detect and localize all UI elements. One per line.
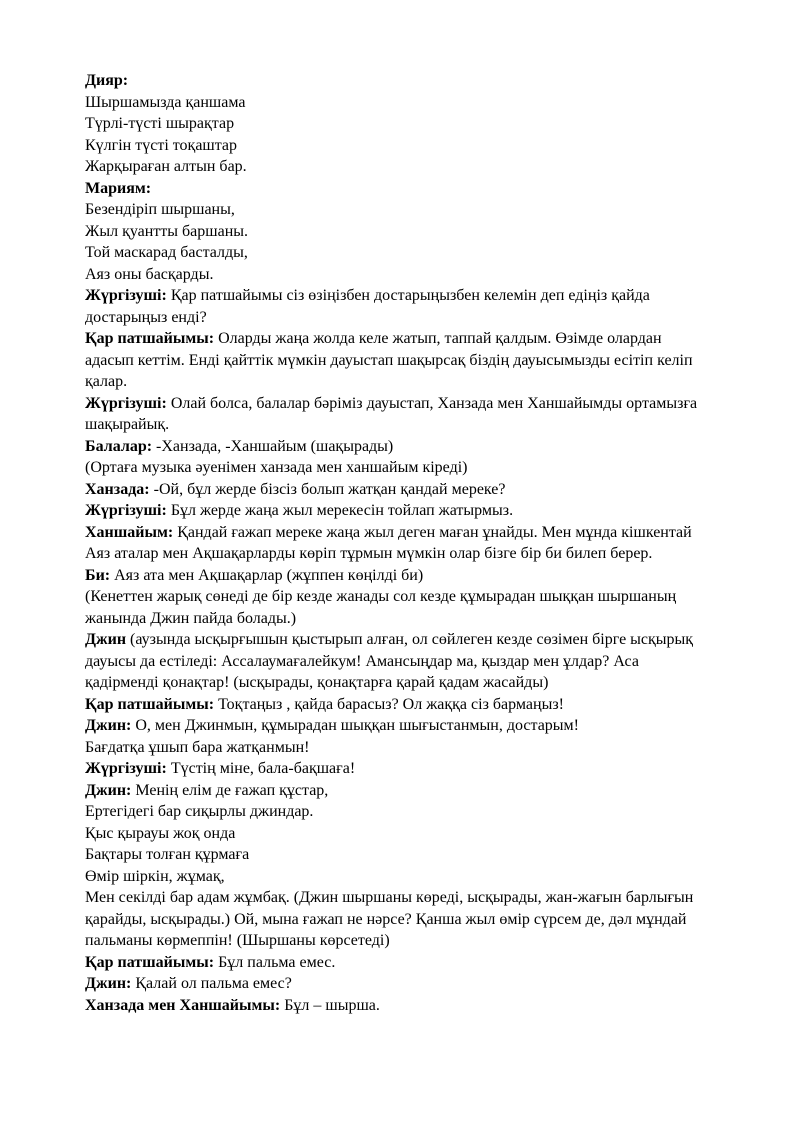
speaker-label: Жүргізуші: xyxy=(85,760,167,777)
speaker-label: Қар патшайымы: xyxy=(85,695,215,713)
script-text xyxy=(85,70,711,1016)
speaker-label: Жүргізуші: xyxy=(85,394,167,412)
dialogue-text: Қыс қырауы жоқ онда xyxy=(85,824,236,842)
speaker-label: Жүргізуші: xyxy=(85,502,167,519)
paragraph xyxy=(85,694,711,716)
paragraph xyxy=(85,393,711,436)
paragraph xyxy=(85,887,711,952)
dialogue-text: Мен секілді бар адам жұмбақ. (Джин шыршаны көреді, ысқырады, жан-жағын барлығын қарайды, ысқырады.) Ой, мына ғажап не нәрсе? Қанша жыл өмір сүрсем де, дәл мұндай пальманы көрмеппін! (Шыршаны көрсетеді) xyxy=(85,889,694,949)
dialogue-text: Жыл қуантты баршаны. xyxy=(85,222,249,240)
dialogue-text: (Ортаға музыка әуенімен ханзада мен ханшайым кіреді) xyxy=(85,459,468,476)
dialogue-text: Той маскарад басталды, xyxy=(85,244,248,261)
speaker-label: Би: xyxy=(85,566,111,584)
paragraph xyxy=(85,178,711,200)
paragraph xyxy=(85,242,711,264)
paragraph xyxy=(85,199,711,221)
dialogue-text: Тоқтаңыз , қайда барасыз? Ол жаққа сіз бармаңыз! xyxy=(214,695,564,713)
paragraph xyxy=(85,221,711,243)
speaker-label: Джин: xyxy=(85,717,132,734)
speaker-label: Қар патшайымы: xyxy=(85,330,215,347)
speaker-label: Ханзада: xyxy=(85,480,150,498)
dialogue-text: Бұл жерде жаңа жыл мерекесін тойлап жатырмыз. xyxy=(166,502,514,519)
paragraph xyxy=(85,436,711,458)
paragraph xyxy=(85,70,711,92)
paragraph xyxy=(85,457,711,479)
paragraph xyxy=(85,758,711,780)
dialogue-text: Олай болса, балалар бәріміз дауыстап, Ханзада мен Ханшайымды ортамызға шақырайық. xyxy=(85,394,698,433)
speaker-label: Балалар: xyxy=(85,437,153,455)
dialogue-text: Ертегідегі бар сиқырлы джиндар. xyxy=(85,803,314,820)
dialogue-text: (аузында ысқырғышын қыстырып алған, ол сөйлеген кезде сөзімен бірге ысқырық дауысы да естіледі: Ассалаумағалейкум! Амансыңдар ма, қыздар мен ұлдар? Аса қадірменді қонақтар! (ысқырады, қонақтарға қарай қадам жасайды) xyxy=(85,631,694,691)
speaker-label: Жүргізуші: xyxy=(85,287,167,304)
paragraph xyxy=(85,92,711,114)
paragraph xyxy=(85,135,711,157)
speaker-label: Джин xyxy=(85,631,127,648)
dialogue-text: Өмір шіркін, жұмақ, xyxy=(85,867,225,885)
dialogue-text: -Ханзада, -Ханшайым (шақырады) xyxy=(152,437,394,455)
speaker-label: Джин: xyxy=(85,781,132,799)
paragraph xyxy=(85,866,711,888)
paragraph xyxy=(85,264,711,286)
paragraph xyxy=(85,973,711,995)
dialogue-text: Күлгін түсті тоқаштар xyxy=(85,136,238,154)
speaker-label: Қар патшайымы: xyxy=(85,953,215,971)
dialogue-text: Оларды жаңа жолда келе жатып, таппай қалдым. Өзімде олардан адасып кеттім. Енді қайттік мүмкін дауыстап шақырсақ біздің дауысымызды есітіп келіп қалар. xyxy=(85,330,693,390)
dialogue-text: Аяз оны басқарды. xyxy=(85,265,214,283)
paragraph xyxy=(85,629,711,694)
paragraph xyxy=(85,285,711,328)
paragraph xyxy=(85,328,711,393)
dialogue-text: Бұл пальма емес. xyxy=(214,953,336,971)
dialogue-text: Шыршамызда қаншама xyxy=(85,93,246,111)
paragraph xyxy=(85,113,711,135)
paragraph xyxy=(85,156,711,178)
paragraph xyxy=(85,500,711,522)
dialogue-text: Жарқыраған алтын бар. xyxy=(85,158,247,175)
paragraph xyxy=(85,565,711,587)
dialogue-text: Менің елім де ғажап құстар, xyxy=(131,781,329,799)
dialogue-text: Безендіріп шыршаны, xyxy=(85,201,235,218)
paragraph xyxy=(85,952,711,974)
dialogue-text: Қалай ол пальма емес? xyxy=(131,975,292,992)
paragraph xyxy=(85,715,711,737)
paragraph xyxy=(85,995,711,1017)
dialogue-text: Түстің міне, бала-бақшаға! xyxy=(166,760,356,777)
dialogue-text: -Ой, бұл жерде бізсіз болып жатқан қандай мереке? xyxy=(149,480,506,498)
paragraph xyxy=(85,780,711,802)
paragraph xyxy=(85,586,711,629)
paragraph xyxy=(85,823,711,845)
dialogue-text: Аяз ата мен Ақшақарлар (жұппен көңілді би) xyxy=(110,566,424,584)
dialogue-text: Бұл – шырша. xyxy=(280,996,380,1014)
speaker-label: Ханшайым: xyxy=(85,523,174,541)
speaker-label: Дияр: xyxy=(85,72,129,89)
paragraph xyxy=(85,844,711,866)
dialogue-text: Қар патшайымы сіз өзіңізбен достарыңызбен келемін деп едіңіз қайда достарыңыз енді? xyxy=(85,287,650,326)
speaker-label: Мариям: xyxy=(85,179,152,197)
paragraph xyxy=(85,801,711,823)
dialogue-text: Бағдатқа ұшып бара жатқанмын! xyxy=(85,738,310,756)
speaker-label: Джин: xyxy=(85,975,132,992)
dialogue-text: О, мен Джинмын, құмырадан шыққан шығыстанмын, достарым! xyxy=(131,717,579,734)
paragraph xyxy=(85,479,711,501)
paragraph xyxy=(85,737,711,759)
dialogue-text: Қандай ғажап мереке жаңа жыл деген маған ұнайды. Мен мұнда кішкентай Аяз аталар мен Ақшақарларды көріп тұрмын мүмкін олар бізге бір би билеп берер. xyxy=(85,523,692,562)
dialogue-text: (Кенеттен жарық сөнеді де бір кезде жанады сол кезде құмырадан шыққан шыршаның жанында Джин пайда болады.) xyxy=(85,588,677,627)
paragraph xyxy=(85,522,711,565)
speaker-label: Ханзада мен Ханшайымы: xyxy=(85,996,281,1014)
dialogue-text: Түрлі-түсті шырақтар xyxy=(85,115,235,132)
dialogue-text: Бақтары толған құрмаға xyxy=(85,846,250,863)
